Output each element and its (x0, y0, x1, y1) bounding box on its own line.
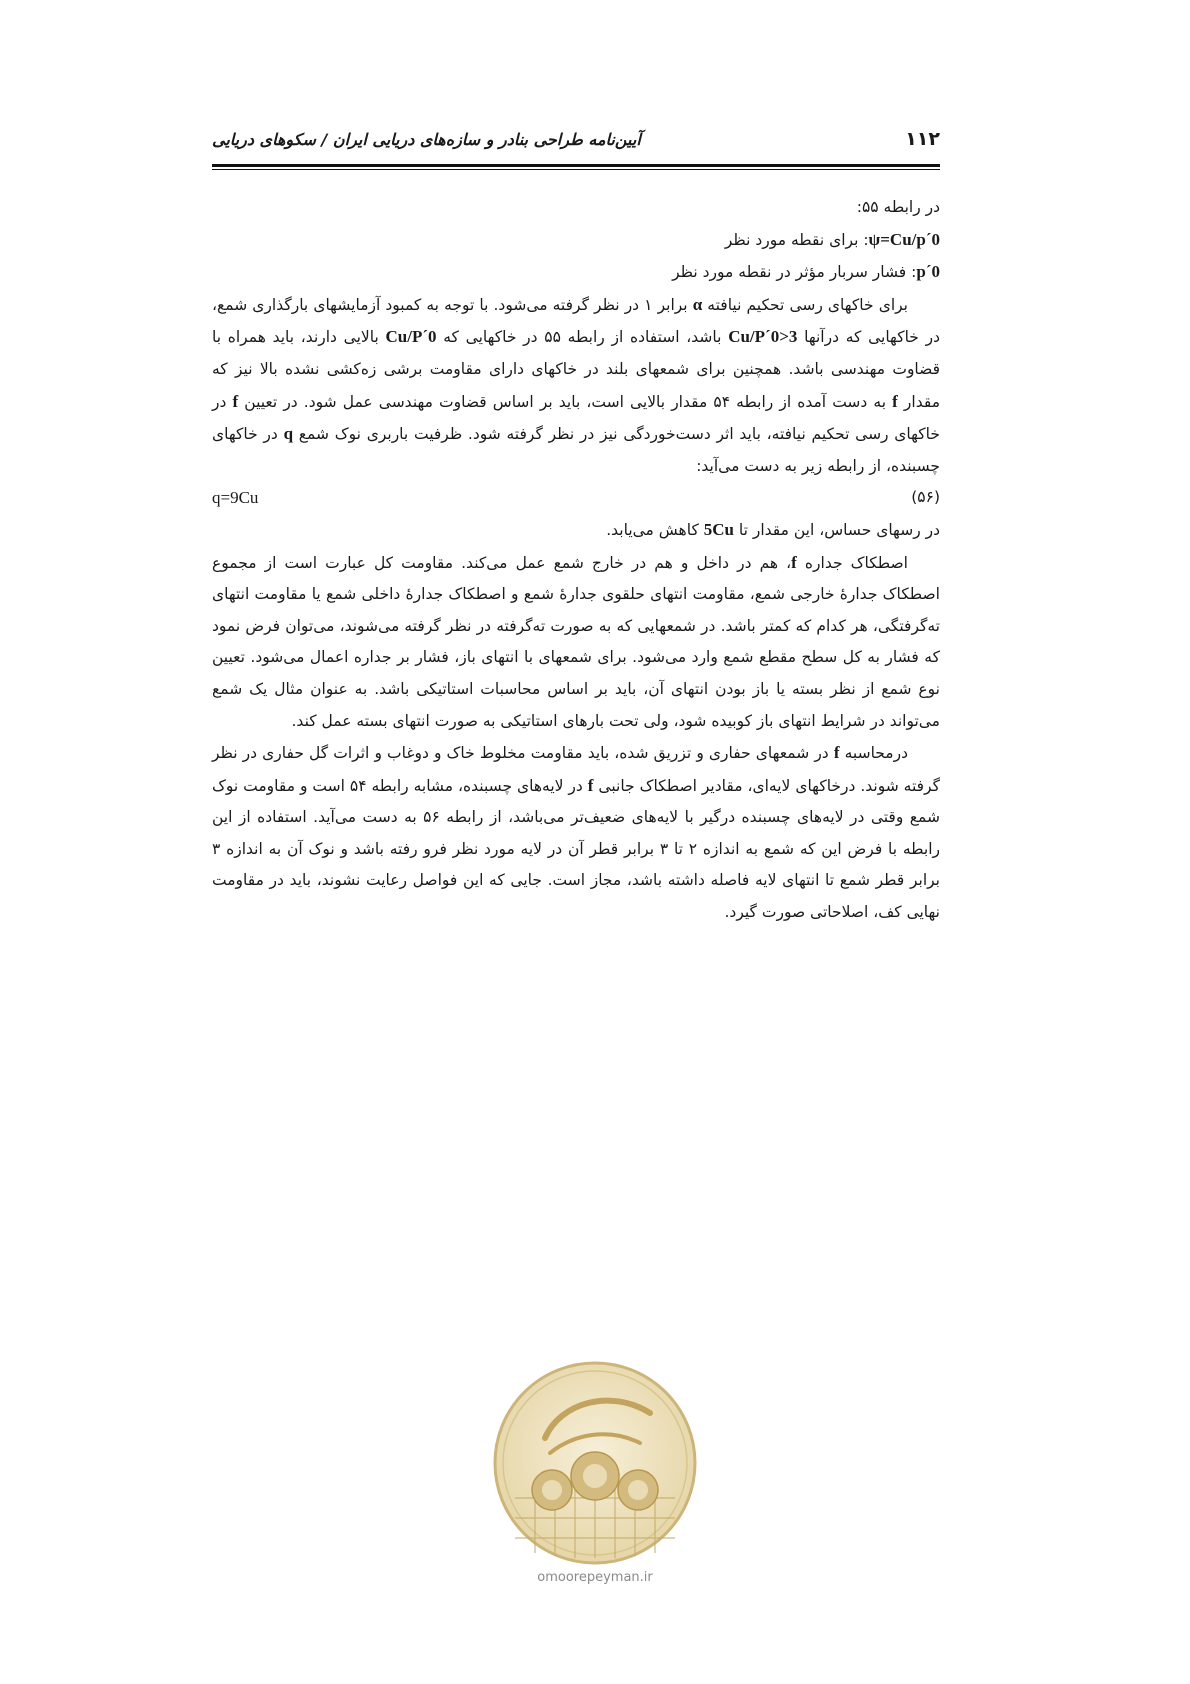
para1-text-c: باشد، استفاده از رابطه ۵۵ در خاکهایی که (436, 328, 729, 347)
para2-text-a: اصطکاک جداره (796, 553, 908, 572)
para1-text-g: در خاکهای رسی تحکیم نیافته، باید اثر دست‌خوردگی نیز در نظر گرفته شود. ظرفیت باربری نوک شمع (212, 392, 940, 444)
alpha-symbol: α (692, 294, 703, 314)
equation-formula: q=9Cu (212, 488, 259, 508)
header-rule-thick (212, 164, 940, 167)
para3-text-a: درمحاسبه (839, 744, 908, 763)
para3-text-b: در شمعهای حفاری و تزریق شده، باید مقاومت مخلوط خاک و دوغاب و اثرات گل حفاری در نظر گرفته شوند. درخاکهای لایه‌ای، مقادیر اصطکاک جانبی (212, 744, 940, 795)
para2-text-b: ، هم در داخل و هم در خارج شمع عمل می‌کند. مقاومت کل عبارت است از مجموع اصطکاک جدارهٔ خارجی شمع، مقاومت انتهای حلقوی جدارهٔ شمع و اصطکاک جدارهٔ داخلی شمع یا مقاومت انتهای ته‌گرفتگی، هر کدام که کمتر باشد. در شمعهایی که به صورت ته‌گرفته در نظر گرفته می‌شوند، می‌توان فرض نمود که فشار به کل سطح مقطع شمع وارد می‌شود. برای شمعهای با انتهای باز، فشار بر جداره اعمال می‌شود. تعیین نوع شمع از نظر بسته یا باز بودن انتهای آن، باید بر اساس محاسبات استاتیکی باشد. به عنوان مثال یک شمع می‌تواند در شرایط انتهای باز کوبیده شود، ولی تحت بارهای استاتیکی به صورت انتهای بسته عمل کند. (212, 553, 940, 730)
para1-text-b: برابر ۱ در نظر گرفته می‌شود. با توجه به کمبود آزمایشهای بارگذاری شمع، در خاکهایی که درآنها (212, 295, 940, 347)
psi-definition: : برای نقطه مورد نظر (724, 230, 869, 249)
p0-symbol: p´0 (916, 262, 940, 282)
sensitive-clay-line (212, 514, 940, 547)
f-symbol-2: f (232, 391, 239, 411)
para1-text-a: برای خاکهای رسی تحکیم نیافته (702, 295, 908, 314)
definition-psi (212, 224, 940, 257)
ratio-symbol: Cu/P´0>3 (728, 327, 798, 347)
f-symbol-4: f (833, 743, 840, 763)
para1-text-d: بالایی دارند، باید همراه با قضاوت مهندسی باشد. همچنین برای شمعهای بلند در خاکهای دارای مقاومت برشی زه‌کشی نشده بالا نیز که مقدار (212, 328, 940, 411)
f-symbol: f (892, 391, 898, 411)
page-header (212, 128, 940, 158)
sensitive-text-a: در رسهای حساس، این مقدار تا (733, 520, 940, 539)
q-symbol: q (283, 424, 294, 444)
body-text (212, 192, 940, 929)
psi-symbol: ψ=Cu/p´0 (868, 229, 940, 249)
equation-56 (212, 482, 940, 514)
running-title: آیین‌نامه طراحی بنادر و سازه‌های دریایی ایران / سکوهای دریایی (212, 130, 641, 149)
sensitive-text-b: کاهش می‌یابد. (606, 520, 704, 539)
text-line-intro: در رابطه ۵۵: (856, 198, 940, 216)
definition-p0 (212, 256, 940, 289)
watermark-url: omoorepeyman.ir (537, 1570, 653, 1585)
para3-text-c: در لایه‌های چسبنده، مشابه رابطه ۵۴ است و مقاومت نوک شمع وقتی در لایه‌های چسبنده درگیر با لایه‌های ضعیف‌تر می‌باشد، از رابطه ۵۶ به دست می‌آید. استفاده از این رابطه با فرض این که شمع به اندازه ۲ تا ۳ برابر قطر آن در لایه مورد نظر فرو رفته باشد و نوک آن به اندازه ۳ برابر قطر شمع تا انتهای لایه فاصله داشته باشد، مجاز است. جایی که این فواصل رعایت نشوند، باید در مقاومت نهایی کف، اصلاحاتی صورت گیرد. (212, 776, 940, 922)
f-symbol-5: f (587, 775, 594, 795)
ratio-symbol-2: Cu/P´0 (385, 327, 437, 347)
watermark-logo-icon (490, 1358, 700, 1568)
para1-text-h: در خاکهای چسبنده، از رابطه زیر به دست می‌آید: (212, 425, 940, 475)
p0-definition: : فشار سربار مؤثر در نقطه مورد نظر (672, 263, 917, 282)
paragraph-3 (212, 737, 940, 929)
five-cu-symbol: 5Cu (703, 519, 734, 539)
para1-text-e: به دست آمده از رابطه ۵۴ مقدار بالایی است، باید بر اساس قضاوت مهندسی عمل شود. در تعیین (238, 392, 893, 411)
f-symbol-3: f (791, 552, 797, 572)
paragraph-2 (212, 547, 940, 738)
equation-number: (۵۶) (911, 488, 940, 507)
page-number: ۱۱۲ (905, 128, 940, 150)
paragraph-1 (212, 289, 940, 483)
header-rule-thin (212, 169, 940, 170)
